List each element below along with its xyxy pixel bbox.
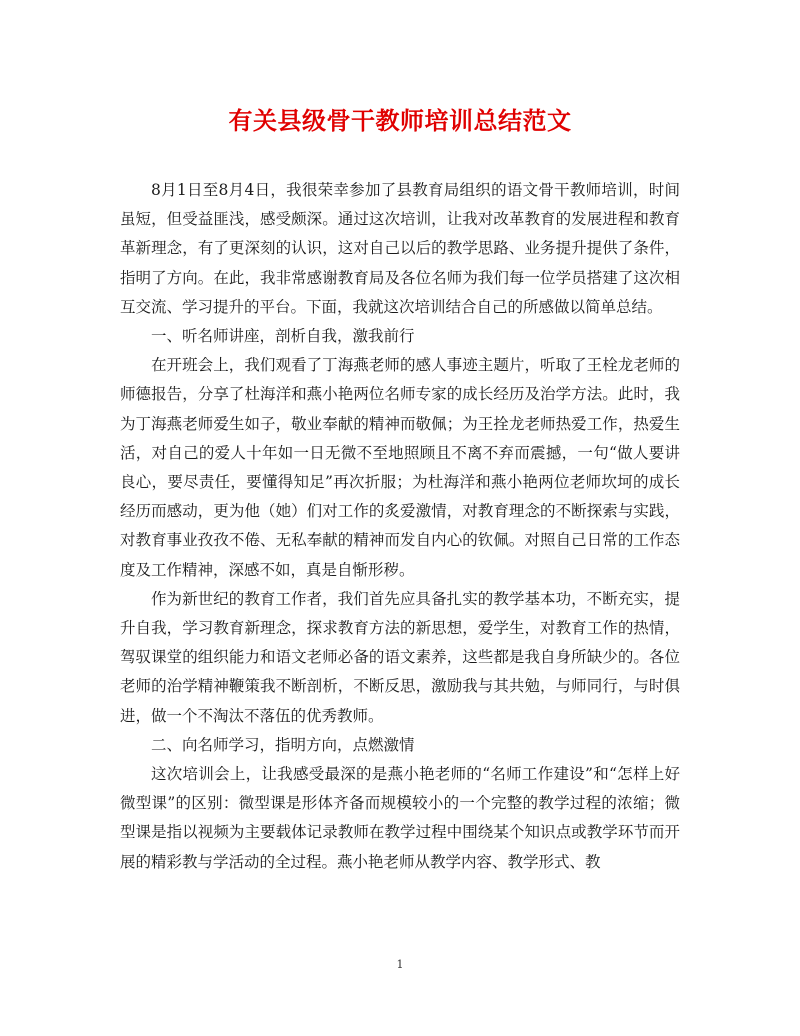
paragraph-intro: 8月1日至8月4日，我很荣幸参加了县教育局组织的语文骨干教师培训，时间虽短，但受益匪浅，感受颇深。通过这次培训，让我对改革教育的发展进程和教育革新理念，有了更深刻的认识，这对自己以后的教学思路、业务提升提供了条件，指明了方向。在此，我非常感谢教育局及各位名师为我们每一位学员搭建了这次相互交流、学习提升的平台。下面，我就这次培训结合自己的所感做以简单总结。 bbox=[120, 181, 680, 316]
paragraph-section-2: 这次培训会上，让我感受最深的是燕小艳老师的“名师工作建设”和“怎样上好微型课”的区别：微型课是形体齐备而规模较小的一个完整的教学过程的浓缩；微型课是指以视频为主要载体记录教师在教学过程中围绕某个知识点或教学环节而开展的精彩教与学活动的全过程。燕小艳老师从教学内容、教学形式、教 bbox=[120, 765, 680, 871]
section-heading-1: 一、听名师讲座，剖析自我，激我前行 bbox=[151, 327, 415, 346]
section-heading-2: 二、向名师学习，指明方向，点燃激情 bbox=[151, 735, 415, 754]
document-title: 有关县级骨干教师培训总结范文 bbox=[228, 106, 572, 135]
document-body bbox=[120, 176, 680, 877]
page-number: 1 bbox=[396, 958, 404, 971]
paragraph-section-1-b: 作为新世纪的教育工作者，我们首先应具备扎实的教学基本功，不断充实，提升自我，学习教育新理念，探求教育方法的新思想，爱学生，对教育工作的热情，驾驭课堂的组织能力和语文老师必备的语文素养，这些都是我自身所缺少的。各位老师的治学精神鞭策我不断剖析，不断反思，激励我与其共勉，与师同行，与时俱进，做一个不淘汰不落伍的优秀教师。 bbox=[120, 589, 680, 725]
paragraph-section-1: 在开班会上，我们观看了丁海燕老师的感人事迹主题片，听取了王栓龙老师的师德报告，分享了杜海洋和燕小艳两位名师专家的成长经历及治学方法。此时，我为丁海燕老师爱生如子，敬业奉献的精神而敬佩；为王拴龙老师热爱工作，热爱生活，对自己的爱人十年如一日无微不至地照顾且不离不弃而震撼，一句“做人要讲良心，要尽责任，要懂得知足”再次折服；为杜海洋和燕小艳两位老师坎坷的成长经历而感动，更为他（她）们对工作的炙爱激情，对教育理念的不断探索与实践，对教育事业孜孜不倦、无私奉献的精神而发自内心的钦佩。对照自己日常的工作态度及工作精神，深感不如，真是自惭形秽。 bbox=[120, 356, 680, 579]
